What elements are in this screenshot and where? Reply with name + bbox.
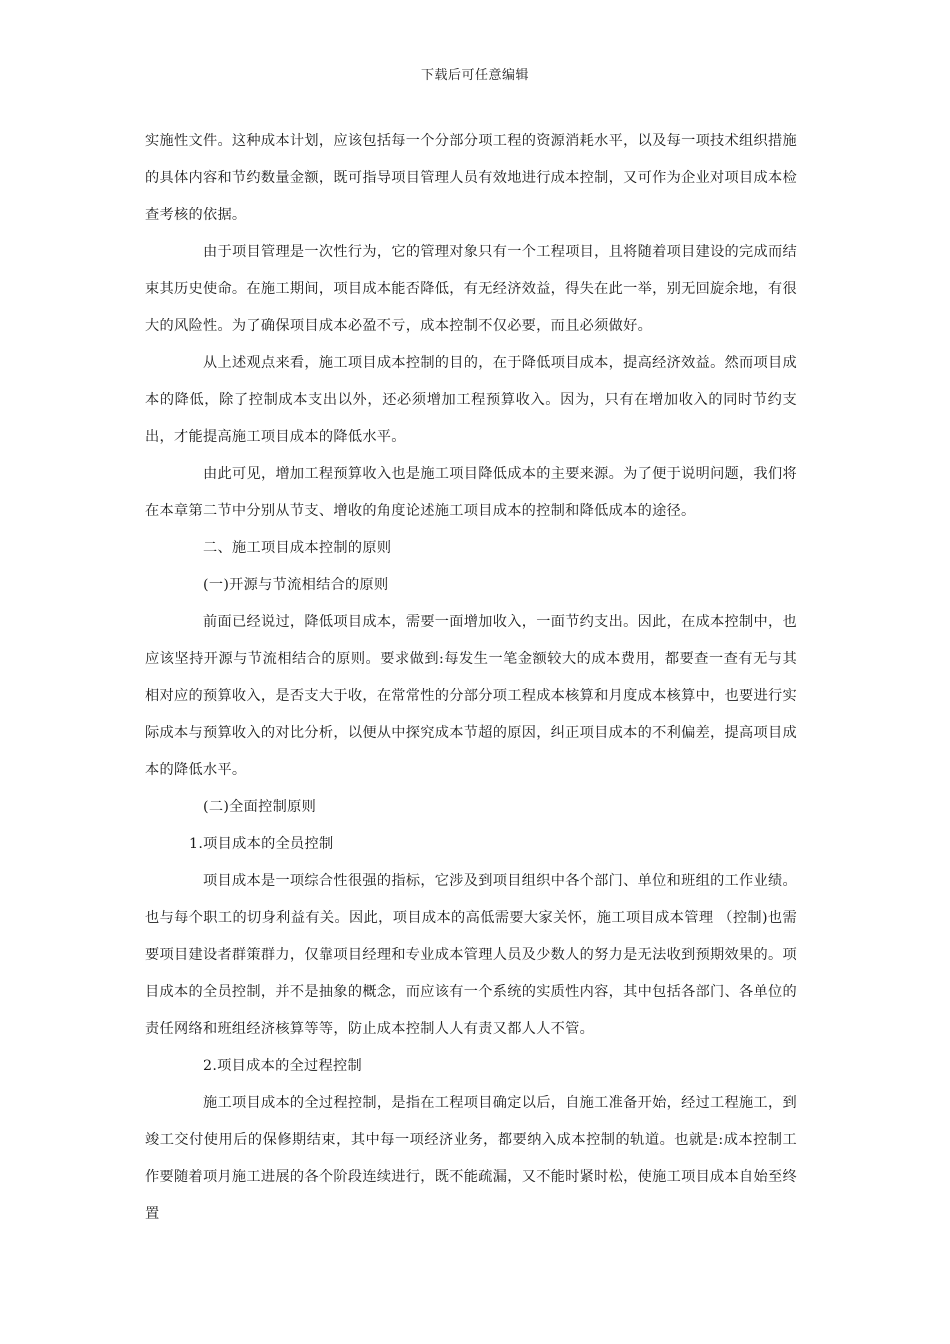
paragraph-4: 由此可见，增加工程预算收入也是施工项目降低成本的主要来源。为了便于说明问题，我们将在本章第二节中分别从节支、增收的角度论述施工项目成本的控制和降低成本的途径。	[145, 466, 797, 519]
page-header: 下载后可任意编辑	[420, 68, 529, 83]
paragraph-7: 施工项目成本的全过程控制，是指在工程项目确定以后，自施工准备开始，经过工程施工，到竣工交付使用后的保修期结束，其中每一项经济业务，都要纳入成本控制的轨道。也就是:成本控制工作要随着项月施工进展的各个阶段连续进行，既不能疏漏，又不能时紧时松，使施工项目成本自始至终置	[145, 1095, 797, 1222]
subsection-heading-1: (一)开源与节流相结合的原则	[203, 577, 389, 593]
section-heading-principles: 二、施工项目成本控制的原则	[203, 540, 392, 556]
paragraph-6: 项目成本是一项综合性很强的指标，它涉及到项目组织中各个部门、单位和班组的工作业绩。也与每个职工的切身利益有关。因此，项目成本的高低需要大家关怀，施工项目成本管理 （控制)也需要项目建设者群策群力，仅靠项目经理和专业成本管理人员及少数人的努力是无法收到预期效果的。项目成本的全员控制，并不是抽象的概念，而应该有一个系统的实质性内容，其中包括各部门、各单位的责任网络和班组经济核算等等，防止成本控制人人有责又都人人不管。	[145, 873, 797, 1037]
document-body	[145, 123, 797, 1233]
paragraph-2: 由于项目管理是一次性行为，它的管理对象只有一个工程项目，且将随着项目建设的完成而结束其历史使命。在施工期间，项目成本能否降低，有无经济效益，得失在此一举，别无回旋余地，有很大的风险性。为了确保项目成本必盈不亏，成本控制不仅必要，而且必须做好。	[145, 244, 797, 334]
item-heading-1: 1.项目成本的全员控制	[189, 836, 334, 852]
paragraph-1: 实施性文件。这种成本计划，应该包括每一个分部分项工程的资源消耗水平，以及每一项技术组织措施的具体内容和节约数量金额，既可指导项目管理人员有效地进行成本控制，又可作为企业对项目成本检查考核的依据。	[145, 133, 797, 223]
item-heading-2: 2.项目成本的全过程控制	[203, 1058, 363, 1074]
paragraph-5: 前面已经说过，降低项目成本，需要一面增加收入，一面节约支出。因此，在成本控制中，也应该坚持开源与节流相结合的原则。要求做到:每发生一笔金额较大的成本费用，都要查一查有无与其相对应的预算收入，是否支大于收，在常常性的分部分项工程成本核算和月度成本核算中，也要进行实际成本与预算收入的对比分析，以便从中探究成本节超的原因，纠正项目成本的不利偏差，提高项目成本的降低水平。	[145, 614, 797, 778]
subsection-heading-2: (二)全面控制原则	[203, 799, 317, 815]
paragraph-3: 从上述观点来看，施工项目成本控制的目的，在于降低项目成本，提高经济效益。然而项目成本的降低，除了控制成本支出以外，还必须增加工程预算收入。因为，只有在增加收入的同时节约支出，才能提高施工项目成本的降低水平。	[145, 355, 797, 445]
